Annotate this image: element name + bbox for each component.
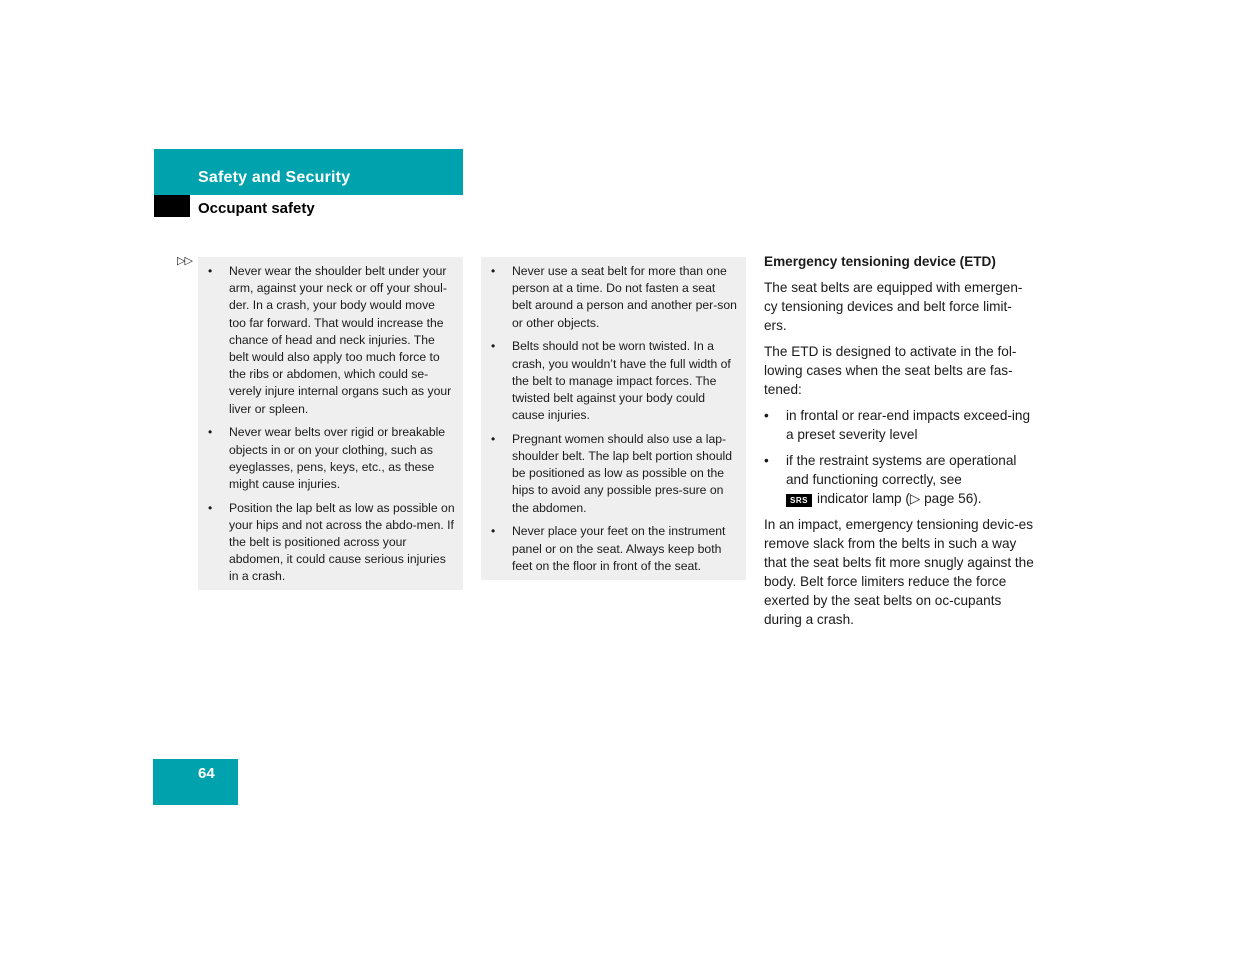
srs-indicator-icon: SRS <box>786 494 812 507</box>
subsection-marker <box>154 195 190 217</box>
bullet-icon: • <box>491 339 496 354</box>
warning-box-middle <box>481 257 746 580</box>
etd-heading: Emergency tensioning device (ETD) <box>764 254 996 269</box>
warning-item: • Never wear belts over rigid or breakable objects in or on your clothing, such as eyeglasses, pens, keys, etc., as these might cause injuries. <box>208 425 446 491</box>
page-number-tab <box>153 759 238 805</box>
page-reference-link[interactable]: indicator lamp (▷ page 56). <box>816 491 982 506</box>
list-item: • in frontal or rear-end impacts exceed-ing a preset severity level <box>764 408 1031 442</box>
bullet-icon: • <box>491 524 496 539</box>
subsection-title: Occupant safety <box>198 200 315 217</box>
main-text-column <box>764 252 1034 636</box>
warning-item: • Position the lap belt as low as possible on your hips and not across the abdo-men. If the belt is positioned across your abdomen, it could cause serious injuries in a crash. <box>208 500 455 584</box>
bullet-icon: • <box>491 264 496 278</box>
page-number: 64 <box>198 765 215 782</box>
paragraph: The ETD is designed to activate in the fol-lowing cases when the seat belts are fas-tened: <box>764 344 1017 397</box>
warning-item: • Never place your feet on the instrument panel or on the seat. Always keep both feet on the floor in front of the seat. <box>491 524 726 573</box>
section-title: Safety and Security <box>198 169 351 186</box>
warning-item: • Never use a seat belt for more than one person at a time. Do not fasten a seat belt around a person and another per-son or other objects. <box>491 264 737 330</box>
warning-box-left <box>198 257 463 590</box>
bullet-icon: • <box>764 408 769 423</box>
list-item: • if the restraint systems are operational and functioning correctly, see SRS indicator lamp (▷ page 56). <box>764 453 1017 506</box>
warning-list-middle <box>491 263 738 575</box>
continued-arrow-icon: ▷▷ <box>177 255 192 267</box>
bullet-icon: • <box>764 453 769 468</box>
bullet-icon: • <box>491 431 496 446</box>
paragraph: In an impact, emergency tensioning devic-es remove slack from the belts in such a way that the seat belts fit more snugly against the body. Belt force limiters reduce the force exerted by the seat belts on oc-cupants during a crash. <box>764 517 1034 627</box>
bullet-icon: • <box>208 425 213 440</box>
bullet-icon: • <box>208 500 213 515</box>
bullet-icon: • <box>208 264 213 278</box>
warning-list-left <box>208 263 455 586</box>
warning-item: • Pregnant women should also use a lap-shoulder belt. The lap belt portion should be positioned as low as possible on the hips to avoid any possible pres-sure on the abdomen. <box>491 431 732 515</box>
paragraph: The seat belts are equipped with emergen-cy tensioning devices and belt force limit-ers. <box>764 280 1023 333</box>
etd-case-list <box>764 406 1034 508</box>
warning-item: • Belts should not be worn twisted. In a crash, you wouldn’t have the full width of the belt to manage impact forces. The twisted belt against your body could cause injuries. <box>491 339 731 423</box>
warning-item: • Never wear the shoulder belt under your arm, against your neck or off your shoul-der. In a crash, your body would move too far forward. That would increase the chance of head and neck injuries. The belt would also apply too much force to the ribs or abdomen, which could se-verely injure internal organs such as your liver or spleen. <box>208 264 452 416</box>
